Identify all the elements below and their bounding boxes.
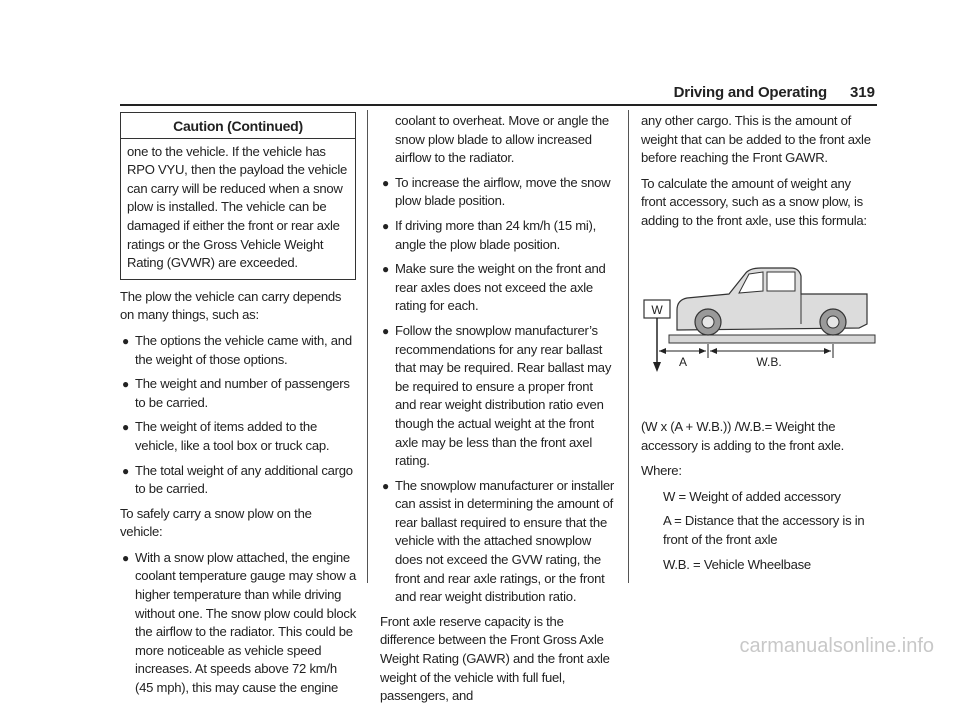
list-item: ● The weight of items added to the vehicle, like a tool box or truck cap. [122,419,330,453]
list-item: ● If driving more than 24 km/h (15 mi), angle the plow blade position. [382,217,597,252]
caution-box [120,112,356,280]
column-3-lower [641,418,877,580]
continued-text: coolant to overheat. Move or angle the snow plow blade to allow increased airflow to the radiator. [395,113,609,166]
column-3 [641,112,877,238]
wb-label: W.B. [756,355,782,369]
truck-weight-diagram [641,258,877,380]
calc-paragraph: To calculate the amount of weight any front accessory, such as a snow plow, is adding to the front axle, use this formula: [641,175,867,228]
bullet-icon: ● [122,377,129,392]
formula-paragraph: (W x (A + W.B.)) /W.B.= Weight the accessory is adding to the front axle. [641,419,845,453]
caution-text: one to the vehicle. If the vehicle has RPO VYU, then the payload the vehicle can carry will be reduced when a snow plow is installed. The vehicle can be damaged if either the front or rear axle ratings or the Gross Vehicle Weight Rating (GVWR) are exceeded. [127,143,348,271]
list-item: ● The snowplow manufacturer or installer can assist in determining the amount of rear ballast required to ensure that the vehicle with the attached snowplow does not exceed the GVW rating, the front and rear axle ratings, or the front and rear weight distribution ratio. [382,477,615,605]
list-item: ● Follow the snowplow manufacturer’s recommendations for any rear ballast that may be required. Rear ballast may be required to ensure a proper front and rear weight distribution ratio even though the actual weight at the front axle may be less than the front axel rating. [382,322,612,469]
column-divider [628,110,629,583]
bullet-icon: ● [122,420,129,435]
definition-a: A = Distance that the accessory is in front of the front axle [663,513,865,547]
bullet-icon: ● [122,333,129,348]
intro-paragraph: The plow the vehicle can carry depends on many things, such as: [120,288,342,323]
bullet-icon: ● [382,478,389,493]
list-item: ● The weight and number of passengers to be carried. [122,376,350,410]
list-item: ● Make sure the weight on the front and rear axles does not exceed the axle rating for each. [382,261,606,314]
page-number: 319 [849,84,875,101]
list-item: ● To increase the airflow, move the snow plow blade position. [382,174,611,209]
w-label: W [651,303,663,317]
list-item: ● With a snow plow attached, the engine coolant temperature gauge may show a higher temperature than while driving without one. The snow plow could block the airflow to the radiator. This could be more noticeable as vehicle speed increases. At speeds above 72 km/h (45 mph), this may cause the engine [122,549,357,696]
column-divider [367,110,368,583]
column-2 [380,112,616,713]
a-label: A [678,355,688,369]
watermark: carmanualsonline.info [739,635,934,657]
definition-wb: W.B. = Vehicle Wheelbase [663,556,811,572]
continued-text: any other cargo. This is the amount of weight that can be added to the front axle before reaching the Front GAWR. [641,113,871,166]
bullet-icon: ● [382,218,389,233]
bullet-icon: ● [382,175,389,190]
section-title: Driving and Operating [673,84,827,101]
page-header [120,84,877,106]
list-item: ● The total weight of any additional cargo to be carried. [122,462,353,497]
reserve-paragraph: Front axle reserve capacity is the difference between the Front Gross Axle Weight Rating (GAWR) and the front axle weight of the vehicle with full fuel, passengers, and [380,613,610,704]
bullet-icon: ● [122,463,129,478]
where-label: Where: [641,463,682,479]
bullet-icon: ● [382,323,389,338]
bullet-icon: ● [382,262,389,277]
definition-w: W = Weight of added accessory [663,488,841,504]
column-1 [120,112,356,704]
safely-paragraph: To safely carry a snow plow on the vehicle: [120,505,312,540]
caution-title: Caution (Continued) [121,113,355,139]
bullet-icon: ● [122,550,129,565]
truck-diagram-svg [641,258,877,380]
list-item: ● The options the vehicle came with, and the weight of those options. [122,332,352,367]
